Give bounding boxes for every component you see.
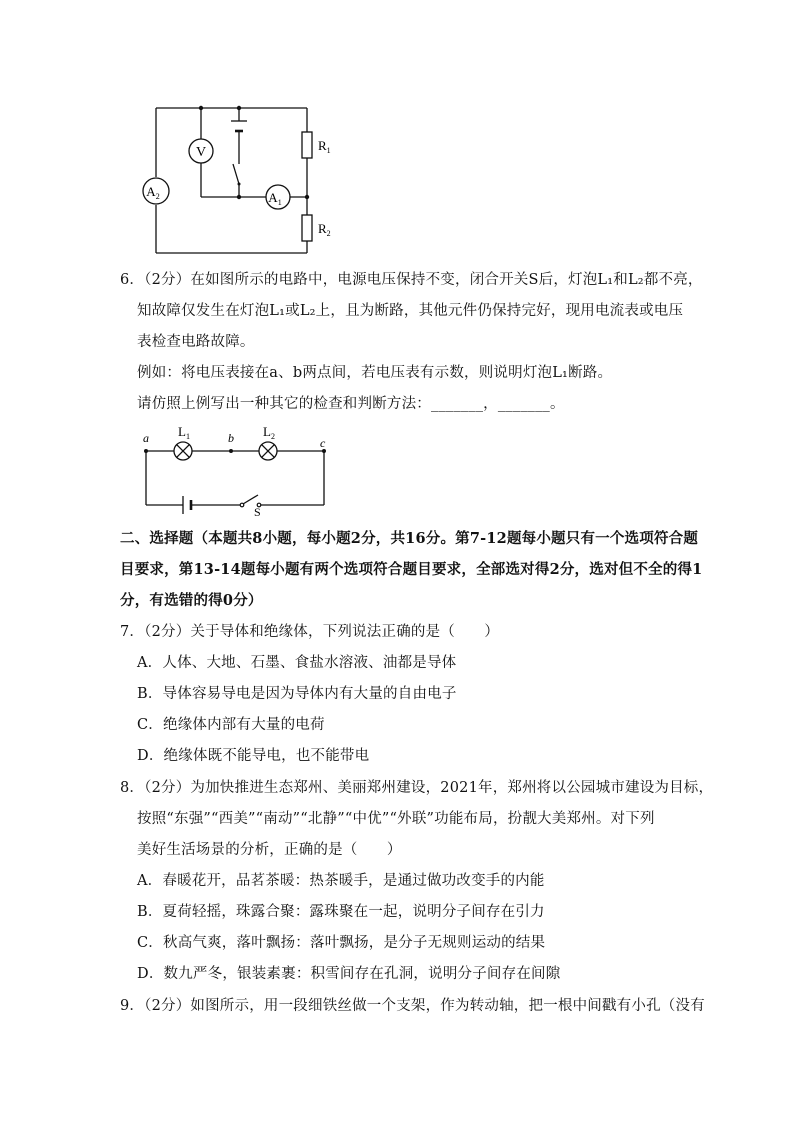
svg-text:R1: $R_1$ <box>318 138 331 155</box>
q6-example: 例如：将电压表接在a、b两点间，若电压表有示数，则说明灯泡L₁断路。 <box>137 365 613 381</box>
q8-line-1: 8．（2分）为加快推进生态郑州、美丽郑州建设，2021年，郑州将以公园城市建设为目标， <box>120 780 714 796</box>
section2-line-1: 二、选择题（本题共8小题，每小题2分，共16分。第7-12题每小题只有一个选项符合题 <box>120 530 699 547</box>
svg-text:L1: $L_1$ <box>178 424 190 441</box>
q8-option-a: A．春暖花开，品茗茶暖：热茶暖手，是通过做功改变手的内能 <box>137 873 545 889</box>
q8-option-c: C．秋高气爽，落叶飘扬：落叶飘扬，是分子无规则运动的结果 <box>137 935 546 951</box>
q7-option-a: A．人体、大地、石墨、食盐水溶液、油都是导体 <box>137 655 457 671</box>
svg-text:V: V <box>195 145 207 160</box>
svg-text:A2: $A_2$ <box>146 184 160 201</box>
q6-line-2: 知故障仅发生在灯泡L₁或L₂上，且为断路，其他元件仍保持完好，现用电流表或电压 <box>137 303 684 319</box>
q7-stem: 7．（2分）关于导体和绝缘体，下列说法正确的是（ ） <box>120 624 500 640</box>
circuit-diagram-1 <box>140 100 350 262</box>
q6-line-3: 表检查电路故障。 <box>137 334 255 350</box>
circuit-diagram-2 <box>138 420 338 516</box>
svg-text:L2: $L_2$ <box>263 424 275 441</box>
svg-text:A1: $A_1$ <box>268 190 282 207</box>
svg-text:c: c <box>320 436 326 450</box>
q8-line-3: 美好生活场景的分析，正确的是（ ） <box>137 842 402 858</box>
svg-text:a: a <box>143 431 149 445</box>
q6-line-1: 6．（2分）在如图所示的电路中，电源电压保持不变，闭合开关S后，灯泡L₁和L₂都不亮， <box>120 272 703 288</box>
section2-line-2: 目要求，第13-14题每小题有两个选项符合题目要求，全部选对得2分，选对但不全的得1 <box>120 561 703 578</box>
q8-option-b: B．夏荷轻摇，珠露合聚：露珠聚在一起，说明分子间存在引力 <box>137 904 545 920</box>
section2-line-3: 分，有选错的得0分） <box>120 592 263 609</box>
q7-option-c: C．绝缘体内部有大量的电荷 <box>137 717 325 733</box>
svg-text:S: S <box>254 505 261 516</box>
svg-text:R2: $R_2$ <box>318 221 331 238</box>
q7-option-d: D．绝缘体既不能导电，也不能带电 <box>137 748 370 764</box>
q7-option-b: B．导体容易导电是因为导体内有大量的自由电子 <box>137 686 457 702</box>
q8-option-d: D．数九严冬，银装素裹：积雪间存在孔洞，说明分子间存在间隙 <box>137 966 561 982</box>
q6-prompt: 请仿照上例写出一种其它的检查和判断方法：_______，_______。 <box>137 396 565 412</box>
q8-line-2: 按照“东强”“西美”“南动”“北静”“中优”“外联”功能布局，扮靓大美郑州。对下列 <box>137 811 655 827</box>
q9-line-1: 9．（2分）如图所示，用一段细铁丝做一个支架，作为转动轴，把一根中间戳有小孔（没有 <box>120 998 705 1014</box>
svg-text:b: b <box>228 431 234 445</box>
